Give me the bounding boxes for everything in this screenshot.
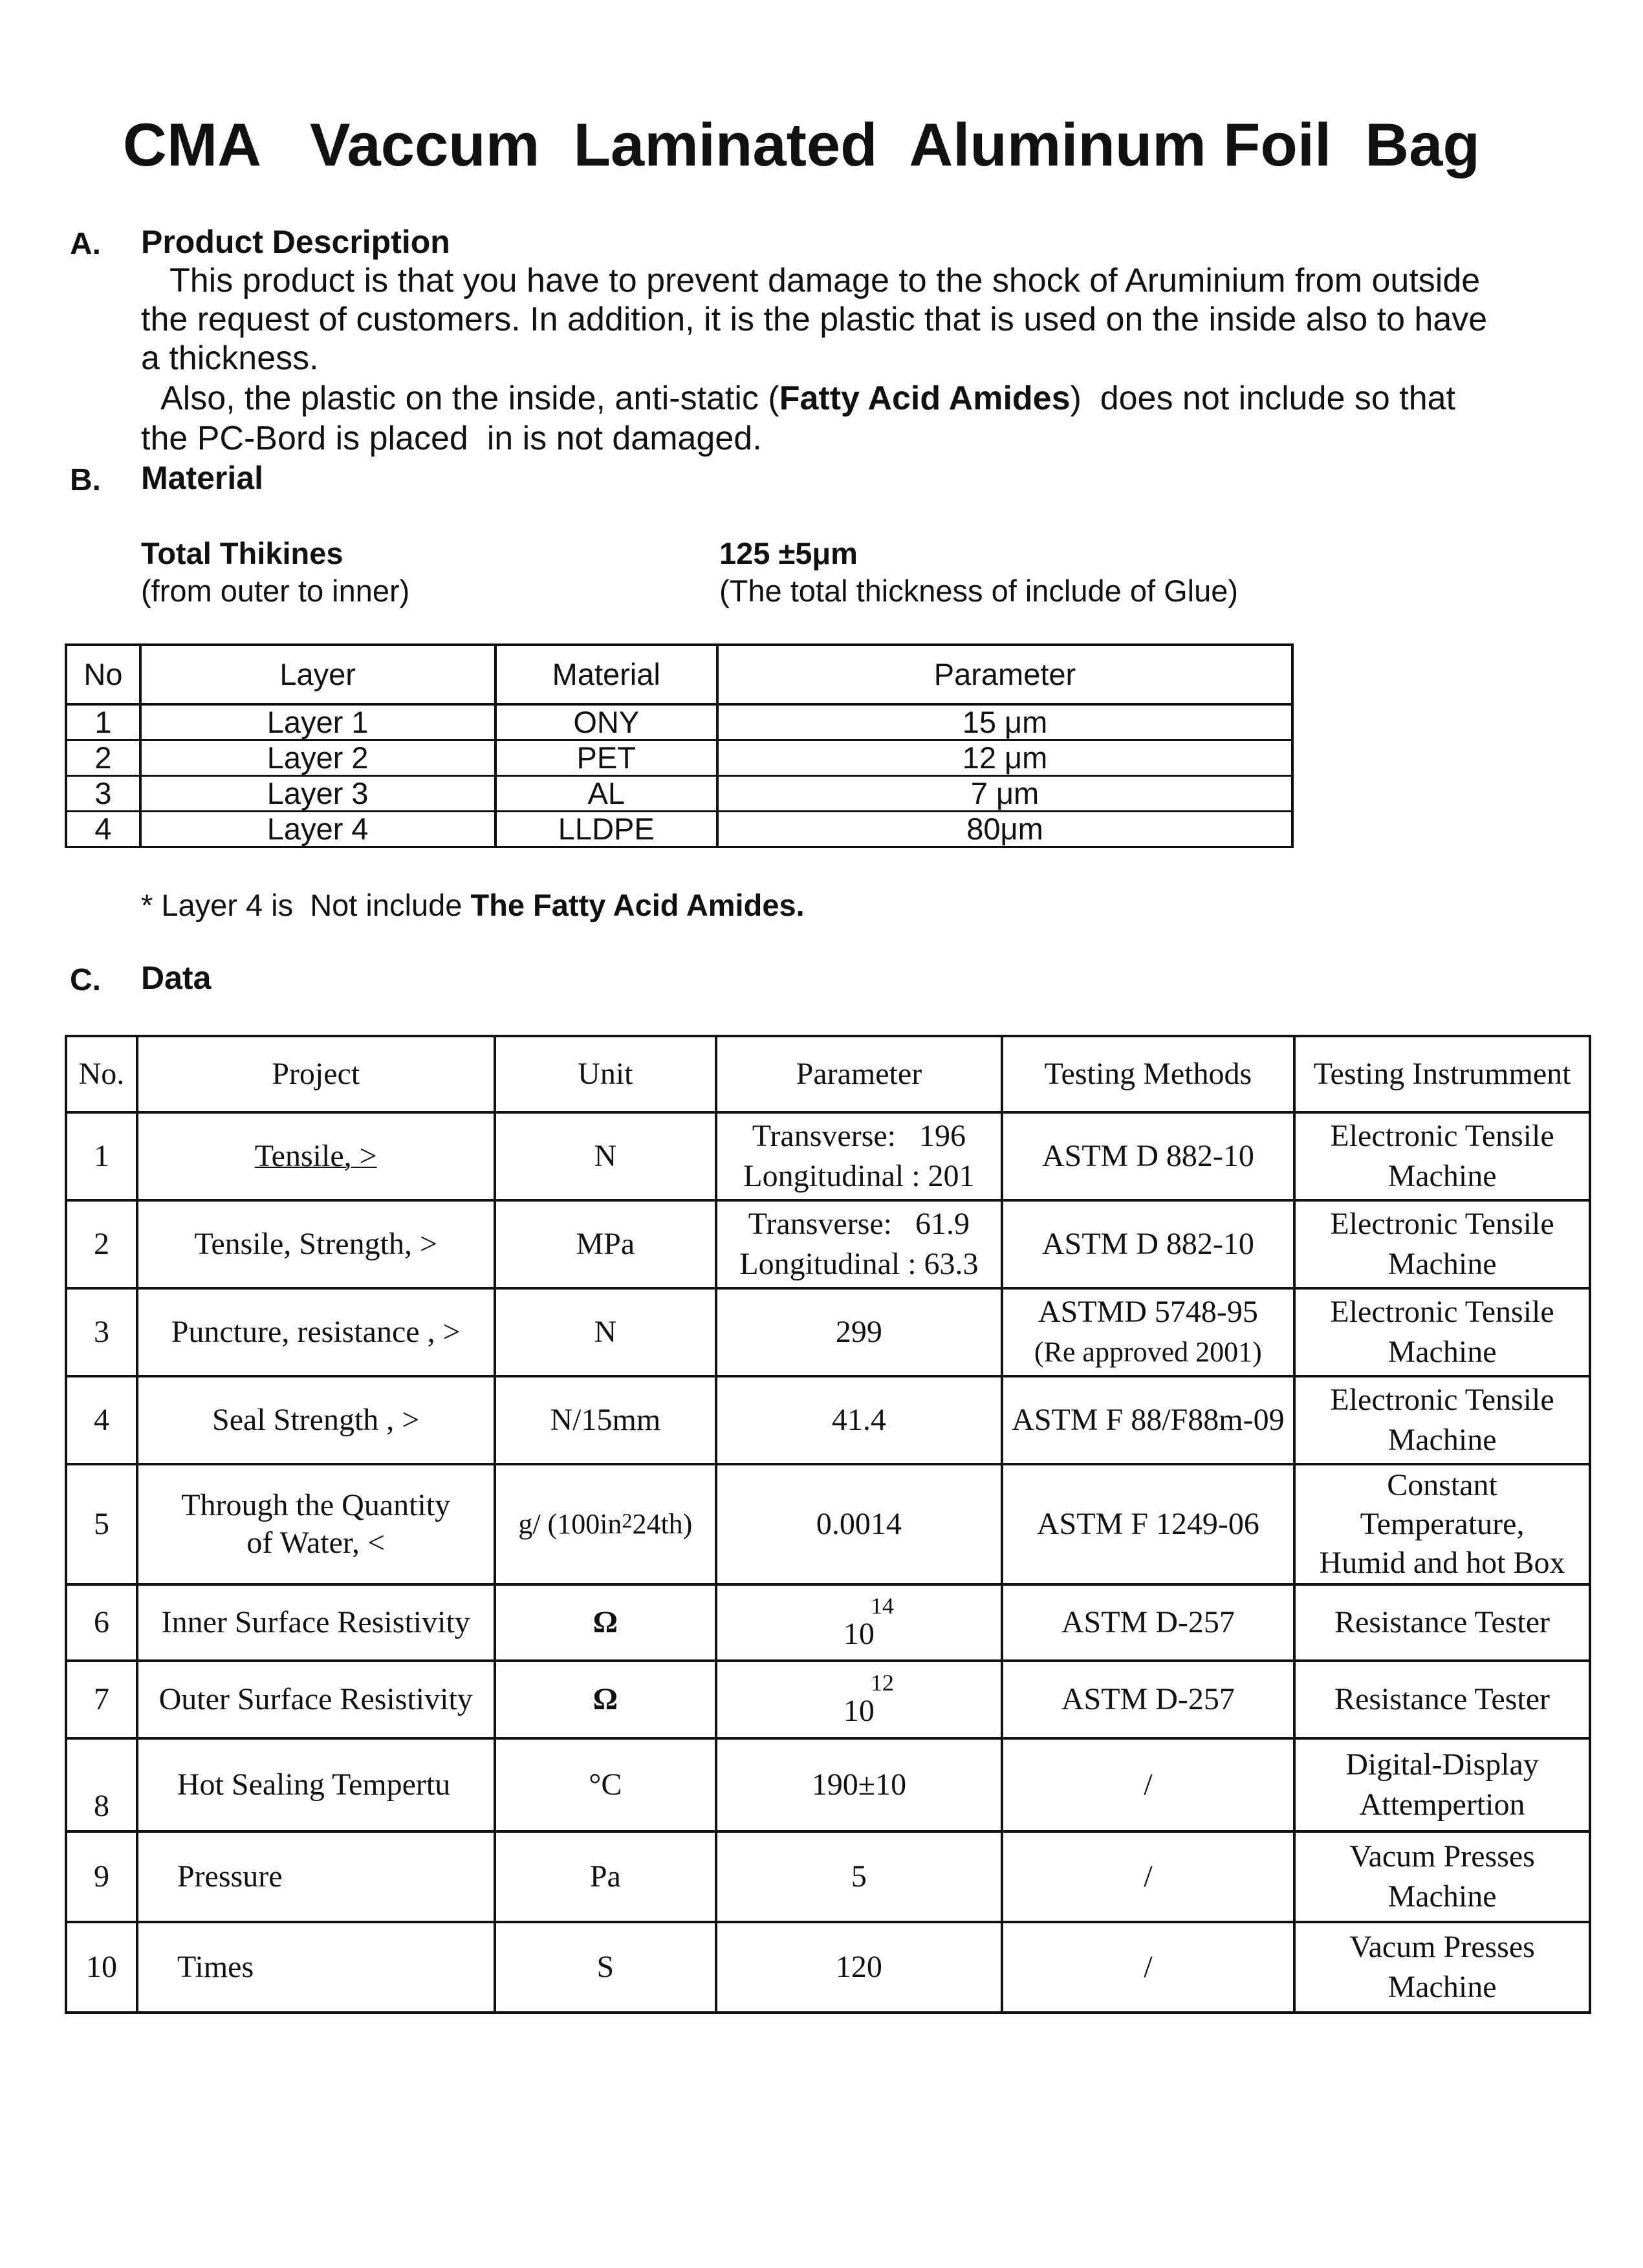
cell-unit: MPa [495, 1200, 717, 1288]
cell-unit: Ω [495, 1661, 717, 1738]
cell-no: 5 [66, 1464, 137, 1584]
header-testing-instrument: Testing Instrumment [1294, 1036, 1590, 1112]
param-line-1: Transverse: 196 [752, 1119, 966, 1153]
cell-instrument [1294, 1288, 1590, 1376]
header-layer: Layer [140, 645, 495, 704]
section-c-letter: C. [70, 963, 101, 997]
material-table [65, 643, 1294, 848]
inst-line-1: Electronic Tensile [1330, 1119, 1554, 1153]
table-row [66, 1376, 1590, 1464]
header-unit: Unit [495, 1036, 717, 1112]
inst-line-1: Electronic Tensile [1330, 1207, 1554, 1241]
cell-instrument [1294, 1376, 1590, 1464]
cell-method: / [1002, 1922, 1294, 2013]
inst-line-2: Machine [1387, 1970, 1497, 2004]
cell-project: Puncture, resistance , > [137, 1288, 495, 1376]
cell-method: ASTM F 88/F88m-09 [1002, 1376, 1294, 1464]
cell-parameter: 120 [716, 1922, 1002, 2013]
cell-parameter: 190±10 [716, 1738, 1002, 1831]
cell-unit: N/15mm [495, 1376, 717, 1464]
table-row [66, 1464, 1590, 1584]
cell-method [1002, 1288, 1294, 1376]
cell-no: 10 [66, 1922, 137, 2013]
cell-no: 4 [66, 812, 140, 847]
cell-layer: Layer 2 [140, 740, 495, 776]
cell-unit: N [495, 1112, 717, 1200]
cell-parameter: 299 [716, 1288, 1002, 1376]
cell-unit: Pa [495, 1831, 717, 1922]
cell-parameter: 15 μm [717, 704, 1292, 740]
cell-layer: Layer 1 [140, 704, 495, 740]
cell-no: 2 [66, 740, 140, 776]
inst-line-3: Humid and hot Box [1319, 1546, 1565, 1580]
cell-no: 7 [66, 1661, 137, 1738]
inst-line-2: Machine [1387, 1247, 1497, 1281]
cell-project: Pressure [137, 1831, 495, 1922]
header-project: Project [137, 1036, 495, 1112]
cell-project [137, 1112, 495, 1200]
cell-material: LLDPE [495, 812, 717, 847]
unit-superscript: 2 [622, 1509, 633, 1532]
cell-parameter: 0.0014 [716, 1464, 1002, 1584]
table-row [66, 740, 1292, 776]
cell-instrument [1294, 1464, 1590, 1584]
cell-method: ASTM D 882-10 [1002, 1200, 1294, 1288]
cell-no: 6 [66, 1584, 137, 1661]
table-row [66, 1831, 1590, 1922]
cell-layer: Layer 4 [140, 812, 495, 847]
project-text: Tensile, > [254, 1139, 377, 1173]
table-row [66, 1922, 1590, 2013]
section-b-heading: Material [141, 460, 263, 496]
cell-parameter: 5 [716, 1831, 1002, 1922]
page-title: CMA Vaccum Laminated Aluminum Foil Bag [123, 111, 1480, 178]
table-row [66, 1661, 1590, 1738]
inst-line-2: Machine [1387, 1423, 1497, 1457]
cell-project: Hot Sealing Tempertu [137, 1738, 495, 1831]
cell-no: 3 [66, 776, 140, 812]
cell-layer: Layer 3 [140, 776, 495, 812]
unit-text: g/ (100in [518, 1508, 622, 1540]
cell-method: / [1002, 1831, 1294, 1922]
cell-method: ASTM D-257 [1002, 1661, 1294, 1738]
section-b-letter: B. [70, 463, 101, 497]
cell-instrument: Resistance Tester [1294, 1584, 1590, 1661]
method-line-1: ASTMD 5748-95 [1038, 1295, 1258, 1329]
table-row [66, 1584, 1590, 1661]
cell-project: Inner Surface Resistivity [137, 1584, 495, 1661]
layer-order-label: (from outer to inner) [141, 574, 410, 608]
param-line-2: Longitudinal : 63.3 [739, 1247, 979, 1281]
cell-no: 1 [66, 1112, 137, 1200]
cell-project [137, 1464, 495, 1584]
cell-parameter: 12 μm [717, 740, 1292, 776]
method-line-2: (Re approved 2001) [1034, 1336, 1262, 1368]
total-thickness-note: (The total thickness of include of Glue) [719, 574, 1239, 608]
cell-no: 1 [66, 704, 140, 740]
cell-parameter [716, 1112, 1002, 1200]
param-exponent: 14 [870, 1593, 894, 1619]
cell-material: ONY [495, 704, 717, 740]
description-line-1: This product is that you have to prevent damage to the shock of Aruminium from outside [169, 262, 1481, 299]
cell-parameter: 7 μm [717, 776, 1292, 812]
table-row [66, 1288, 1590, 1376]
cell-project: Seal Strength , > [137, 1376, 495, 1464]
table-row [66, 812, 1292, 847]
inst-line-1: Vacum Presses [1349, 1839, 1535, 1874]
header-testing-methods: Testing Methods [1002, 1036, 1294, 1112]
cell-unit [495, 1464, 717, 1584]
inst-line-2: Machine [1387, 1879, 1497, 1914]
cell-instrument [1294, 1112, 1590, 1200]
cell-no: 4 [66, 1376, 137, 1464]
cell-method: ASTM D 882-10 [1002, 1112, 1294, 1200]
cell-unit: Ω [495, 1584, 717, 1661]
header-parameter: Parameter [716, 1036, 1002, 1112]
cell-instrument [1294, 1922, 1590, 2013]
section-a-heading: Product Description [141, 224, 450, 260]
cell-no: 9 [66, 1831, 137, 1922]
table-row [66, 1200, 1590, 1288]
cell-no: 8 [66, 1738, 137, 1831]
cell-material: AL [495, 776, 717, 812]
table-row [66, 1112, 1590, 1200]
unit-text-2: 24th) [632, 1508, 693, 1540]
cell-instrument: Resistance Tester [1294, 1661, 1590, 1738]
inst-line-1: Digital-Display [1345, 1747, 1539, 1782]
header-no: No [66, 645, 140, 704]
table-row [66, 776, 1292, 812]
header-parameter: Parameter [717, 645, 1292, 704]
section-c-heading: Data [141, 960, 212, 996]
inst-line-1: Vacum Presses [1349, 1930, 1535, 1964]
param-base: 10 [843, 1694, 875, 1728]
param-exponent: 12 [870, 1670, 894, 1696]
total-thickness-label: Total Thikines [141, 536, 343, 570]
cell-material: PET [495, 740, 717, 776]
cell-instrument [1294, 1738, 1590, 1831]
param-line-2: Longitudinal : 201 [743, 1159, 975, 1193]
data-table [65, 1035, 1591, 2014]
cell-instrument [1294, 1831, 1590, 1922]
cell-project: Outer Surface Resistivity [137, 1661, 495, 1738]
project-line-2: of Water, < [246, 1526, 386, 1560]
cell-unit: S [495, 1922, 717, 2013]
total-thickness-value: 125 ±5μm [719, 536, 858, 570]
data-table-header [66, 1036, 1590, 1112]
cell-method: / [1002, 1738, 1294, 1831]
project-line-1: Through the Quantity [181, 1488, 451, 1522]
section-a-letter: A. [70, 227, 101, 261]
cell-method: ASTM F 1249-06 [1002, 1464, 1294, 1584]
cell-project: Tensile, Strength, > [137, 1200, 495, 1288]
material-table-header [66, 645, 1292, 704]
inst-line-2: Temperature, [1360, 1507, 1525, 1541]
header-no: No. [66, 1036, 137, 1112]
cell-parameter [716, 1200, 1002, 1288]
inst-line-2: Machine [1387, 1159, 1497, 1193]
table-row [66, 1738, 1590, 1831]
cell-instrument [1294, 1200, 1590, 1288]
cell-parameter [716, 1661, 1002, 1738]
description-line-5: the PC-Bord is placed in is not damaged. [141, 420, 762, 457]
description-line-3: a thickness. [141, 340, 319, 377]
cell-unit: °C [495, 1738, 717, 1831]
inst-line-1: Electronic Tensile [1330, 1383, 1554, 1417]
param-base: 10 [843, 1617, 875, 1651]
inst-line-1: Constant [1387, 1468, 1497, 1502]
cell-method: ASTM D-257 [1002, 1584, 1294, 1661]
cell-project: Times [137, 1922, 495, 2013]
cell-parameter: 80μm [717, 812, 1292, 847]
description-line-2: the request of customers. In addition, it is the plastic that is used on the inside also to have [141, 301, 1488, 338]
param-line-1: Transverse: 61.9 [748, 1207, 970, 1241]
layer-note: * Layer 4 is Not include The Fatty Acid Amides. [141, 888, 805, 922]
header-material: Material [495, 645, 717, 704]
inst-line-1: Electronic Tensile [1330, 1295, 1554, 1329]
cell-parameter [716, 1584, 1002, 1661]
cell-parameter: 41.4 [716, 1376, 1002, 1464]
cell-no: 3 [66, 1288, 137, 1376]
description-line-4: Also, the plastic on the inside, anti-static (Fatty Acid Amides) does not include so that [160, 380, 1455, 417]
inst-line-2: Attempertion [1359, 1787, 1525, 1822]
inst-line-2: Machine [1387, 1335, 1497, 1369]
table-row [66, 704, 1292, 740]
cell-no: 2 [66, 1200, 137, 1288]
cell-unit: N [495, 1288, 717, 1376]
